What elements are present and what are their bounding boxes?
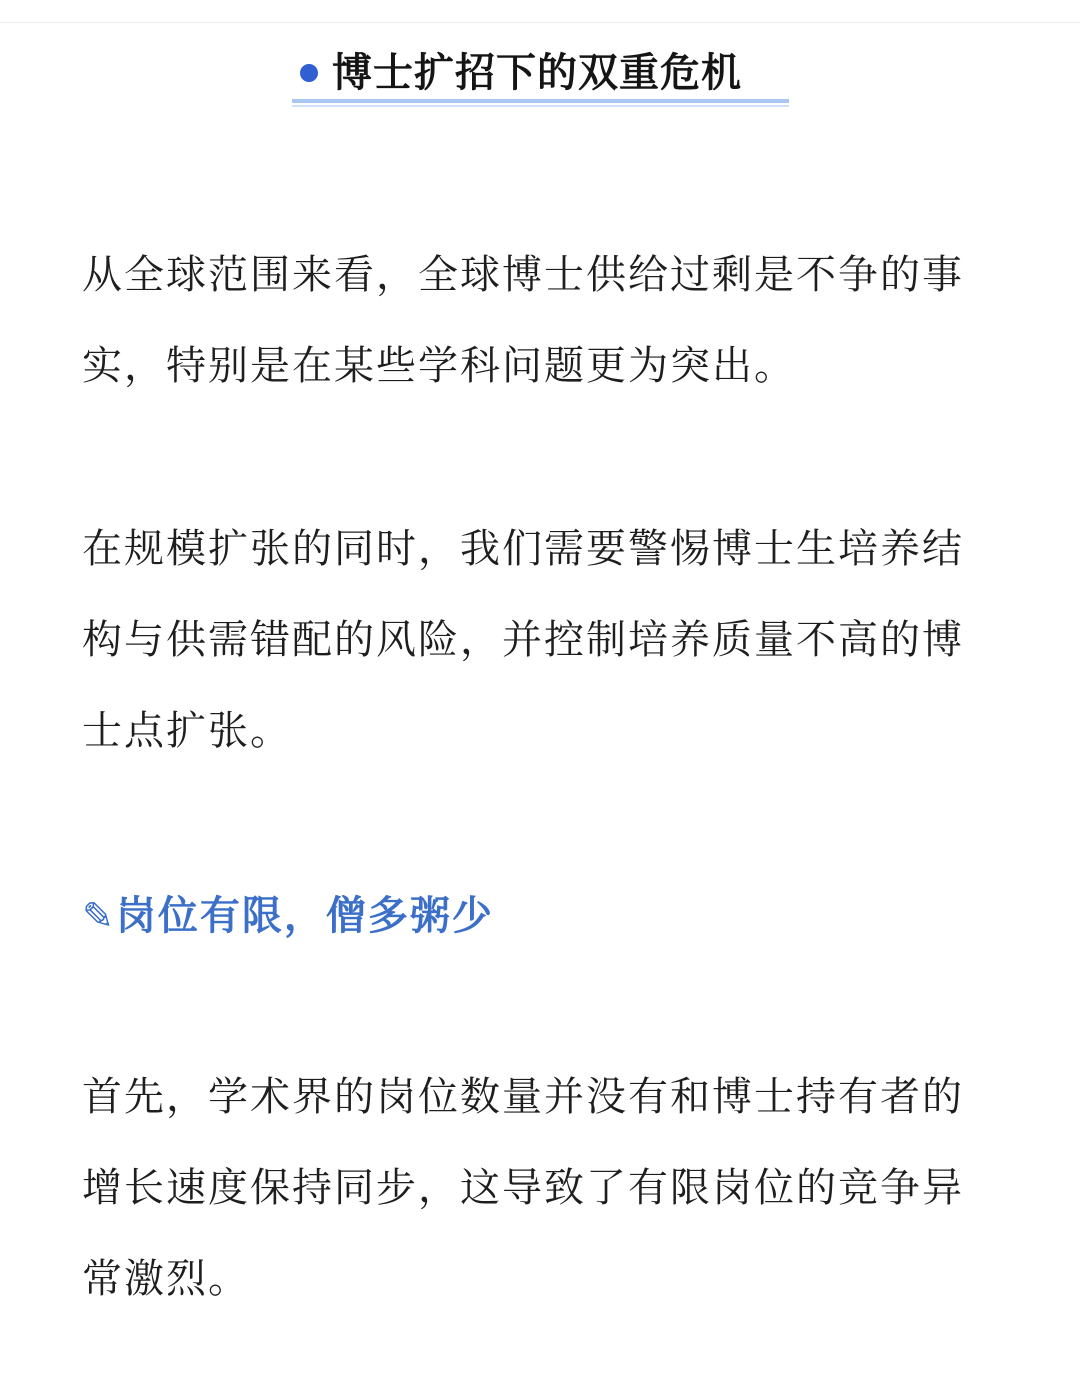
bullet-dot-icon: [300, 64, 318, 82]
pencil-icon: ✎: [82, 894, 114, 938]
paragraph-2: 在规模扩张的同时，我们需要警惕博士生培养结构与供需错配的风险，并控制培养质量不高的博士点扩张。: [82, 526, 964, 754]
heading-underline-secondary: [292, 105, 789, 107]
top-divider: [0, 22, 1080, 23]
subsection-title: 岗位有限，僧多粥少: [115, 893, 494, 939]
subsection-heading: [82, 886, 494, 946]
section-title: 博士扩招下的双重危机: [332, 50, 742, 96]
paragraph-1: 从全球范围来看，全球博士供给过剩是不争的事实，特别是在某些学科问题更为突出。: [82, 252, 964, 389]
heading-underline: [292, 99, 789, 103]
section-heading: [292, 44, 789, 110]
paragraph-3: 首先，学术界的岗位数量并没有和博士持有者的增长速度保持同步，这导致了有限岗位的竞争异常激烈。: [82, 1074, 964, 1302]
